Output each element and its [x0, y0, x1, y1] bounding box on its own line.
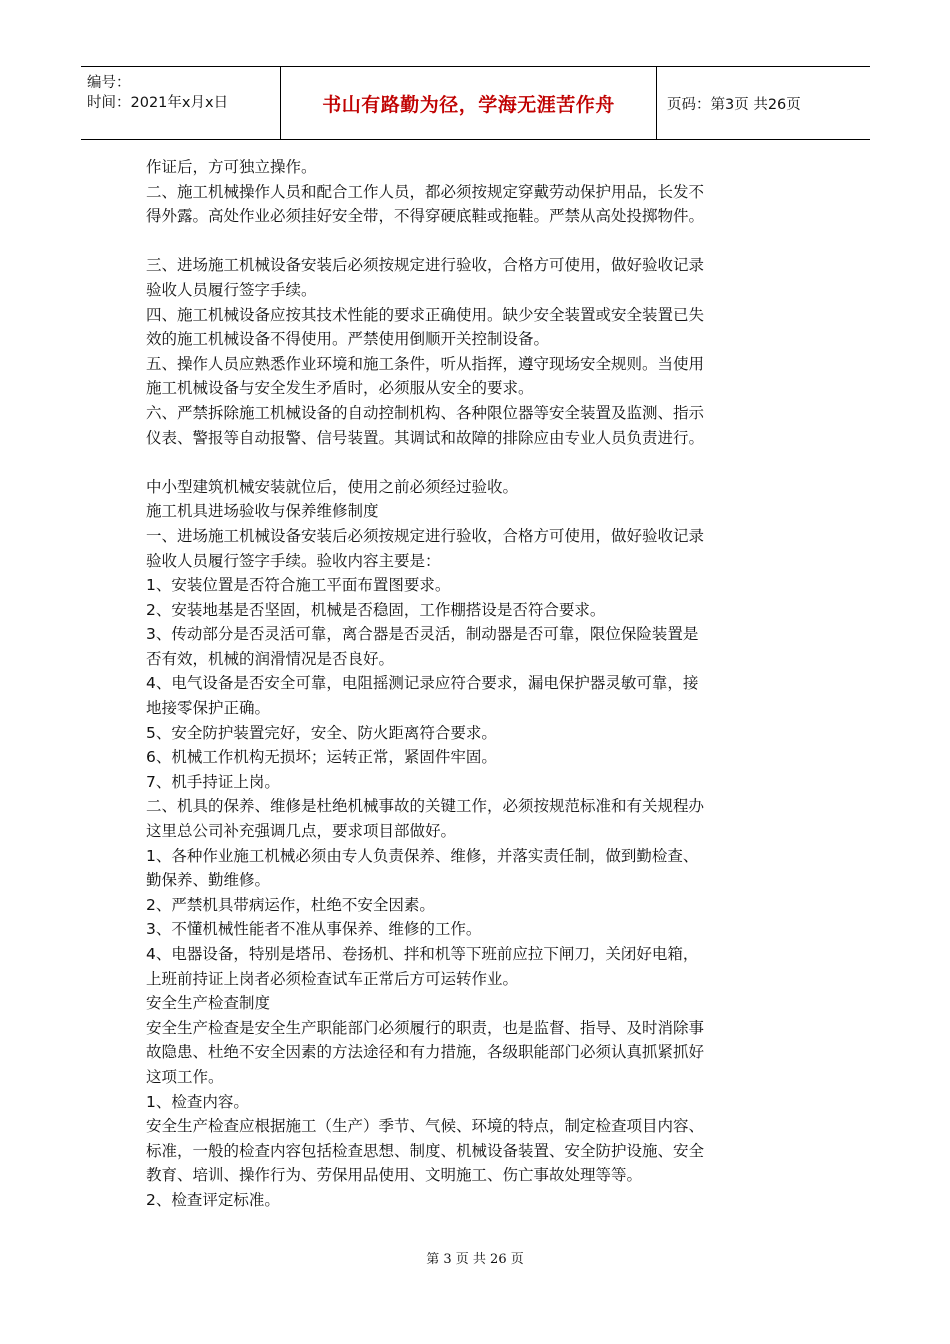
body-line: 1、各种作业施工机械必须由专人负责保养、维修，并落实责任制，做到勤检查、 [146, 846, 699, 865]
body-line: 五、操作人员应熟悉作业环境和施工条件，听从指挥，遵守现场安全规则。当使用 [146, 354, 705, 373]
body-line: 作证后，方可独立操作。 [146, 158, 317, 176]
number-label: 编号： [87, 75, 131, 91]
body-line: 三、进场施工机械设备安装后必须按规定进行验收，合格方可使用，做好验收记录 [146, 256, 705, 275]
body-line: 施工机具进场验收与保养维修制度 [146, 502, 379, 521]
body-line: 3、传动部分是否灵活可靠，离合器是否灵活，制动器是否可靠，限位保险装置是 [146, 625, 699, 644]
body-line: 3、不懂机械性能者不准从事保养、维修的工作。 [146, 920, 482, 939]
body-line: 中小型建筑机械安装就位后，使用之前必须经过验收。 [146, 477, 519, 496]
body-line: 2、严禁机具带病运作，杜绝不安全因素。 [146, 895, 435, 914]
page-number-label: 页码：第3页 共26页 [667, 96, 801, 113]
page-header [81, 66, 870, 140]
body-line: 1、检查内容。 [146, 1092, 249, 1111]
body-line: 安全生产检查制度 [146, 994, 271, 1013]
body-line: 1、安装位置是否符合施工平面布置图要求。 [146, 576, 451, 595]
page-footer: 第 3 页 共 26 页 [426, 1252, 524, 1267]
body-line: 安全生产检查是安全生产职能部门必须履行的职责，也是监督、指导、及时消除事 [146, 1018, 705, 1037]
body-line: 仪表、警报等自动报警、信号装置。其调试和故障的排除应由专业人员负责进行。 [146, 428, 705, 447]
time-label: 时间：2021年x月x日 [87, 95, 229, 111]
body-line: 7、机手持证上岗。 [146, 772, 280, 791]
body-line: 2、检查评定标准。 [146, 1190, 280, 1209]
body-line: 一、进场施工机械设备安装后必须按规定进行验收，合格方可使用，做好验收记录 [146, 526, 705, 545]
header-meta [81, 67, 281, 139]
body-line: 标准，一般的检查内容包括检查思想、制度、机械设备装置、安全防护设施、安全 [146, 1141, 705, 1160]
body-line: 验收人员履行签字手续。验收内容主要是： [146, 551, 441, 570]
body-line: 施工机械设备与安全发生矛盾时，必须服从安全的要求。 [146, 379, 534, 398]
body-line: 4、电器设备，特别是塔吊、卷扬机、拌和机等下班前应拉下闸刀，关闭好电箱， [146, 945, 699, 963]
blank-line [146, 229, 810, 254]
body-line: 教育、培训、操作行为、劳保用品使用、文明施工、伤亡事故处理等等。 [146, 1166, 643, 1185]
body-line: 二、施工机械操作人员和配合工作人员，都必须按规定穿戴劳动保护用品，长发不 [146, 182, 705, 201]
body-line: 六、严禁拆除施工机械设备的自动控制机构、各种限位器等安全装置及监测、指示 [146, 403, 705, 422]
body-line: 四、施工机械设备应按其技术性能的要求正确使用。缺少安全装置或安全装置已失 [146, 305, 705, 324]
blank-line [146, 450, 810, 475]
body-line: 得外露。高处作业必须挂好安全带，不得穿硬底鞋或拖鞋。严禁从高处投掷物件。 [146, 207, 705, 226]
motto-text: 书山有路勤为径，学海无涯苦作舟 [281, 67, 657, 139]
body-line: 5、安全防护装置完好，安全、防火距离符合要求。 [146, 723, 497, 742]
body-line: 验收人员履行签字手续。 [146, 280, 317, 299]
body-line: 二、机具的保养、维修是杜绝机械事故的关键工作，必须按规范标准和有关规程办 [146, 797, 705, 816]
body-line: 上班前持证上岗者必须检查试车正常后方可运转作业。 [146, 969, 519, 988]
body-line: 效的施工机械设备不得使用。严禁使用倒顺开关控制设备。 [146, 330, 550, 349]
document-body [146, 155, 810, 1213]
body-line: 4、电气设备是否安全可靠，电阻摇测记录应符合要求，漏电保护器灵敏可靠，接 [146, 674, 699, 693]
body-line: 这项工作。 [146, 1067, 224, 1086]
body-line: 安全生产检查应根据施工（生产）季节、气候、环境的特点，制定检查项目内容、 [146, 1117, 705, 1136]
body-line: 勤保养、勤维修。 [146, 871, 271, 890]
body-line: 地接零保护正确。 [146, 699, 271, 718]
body-line: 否有效，机械的润滑情况是否良好。 [146, 649, 395, 668]
body-line: 6、机械工作机构无损坏；运转正常，紧固件牢固。 [146, 748, 497, 767]
body-line: 这里总公司补充强调几点，要求项目部做好。 [146, 822, 457, 841]
body-line: 2、安装地基是否坚固，机械是否稳固，工作棚搭设是否符合要求。 [146, 600, 606, 619]
body-line: 故隐患、杜绝不安全因素的方法途径和有力措施，各级职能部门必须认真抓紧抓好 [146, 1043, 705, 1062]
